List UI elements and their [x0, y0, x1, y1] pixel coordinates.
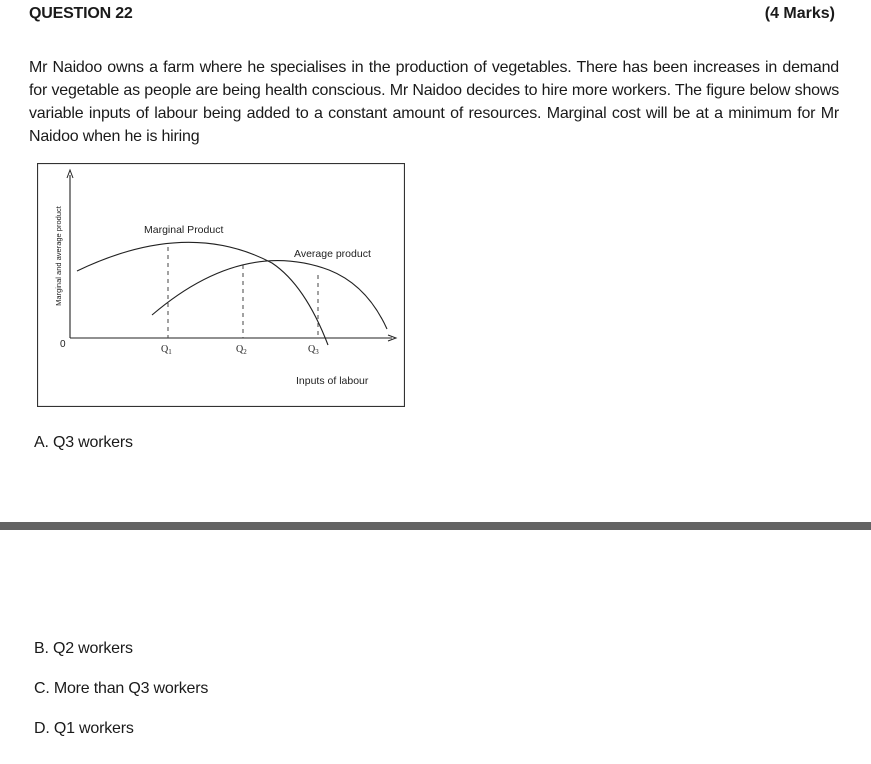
x-axis-label: Inputs of labour — [296, 375, 369, 387]
q1-label: $Q_1$ — [161, 344, 172, 356]
product-curves-figure — [37, 163, 405, 407]
section-divider — [0, 522, 871, 530]
figure-frame — [38, 164, 405, 407]
y-axis-label: Marginal and average product — [54, 206, 63, 306]
marginal-product-label: Marginal Product — [144, 224, 224, 236]
average-product-label: Average product — [294, 248, 371, 260]
question-title: QUESTION 22 — [29, 5, 133, 22]
q2-label: $Q_2$ — [236, 344, 247, 356]
option-c[interactable]: C. More than Q3 workers — [34, 680, 209, 697]
question-text: Mr Naidoo owns a farm where he specialises in the production of vegetables. There has been increases in demand for vegetable as people are being health conscious. Mr Naidoo decides to hire more workers. The figure below shows variable inputs of labour being added to a constant amount of resources. Marginal cost will be at a minimum for Mr Naidoo when he is hiring — [29, 59, 839, 145]
option-d[interactable]: D. Q1 workers — [34, 720, 134, 737]
q3-label: $Q_3$ — [308, 344, 319, 356]
question-marks: (4 Marks) — [764, 5, 835, 22]
option-a[interactable]: A. Q3 workers — [34, 434, 133, 451]
origin-label: 0 — [60, 339, 66, 350]
average-product-curve — [152, 261, 387, 329]
option-b[interactable]: B. Q2 workers — [34, 640, 133, 657]
marginal-product-curve — [77, 242, 328, 345]
